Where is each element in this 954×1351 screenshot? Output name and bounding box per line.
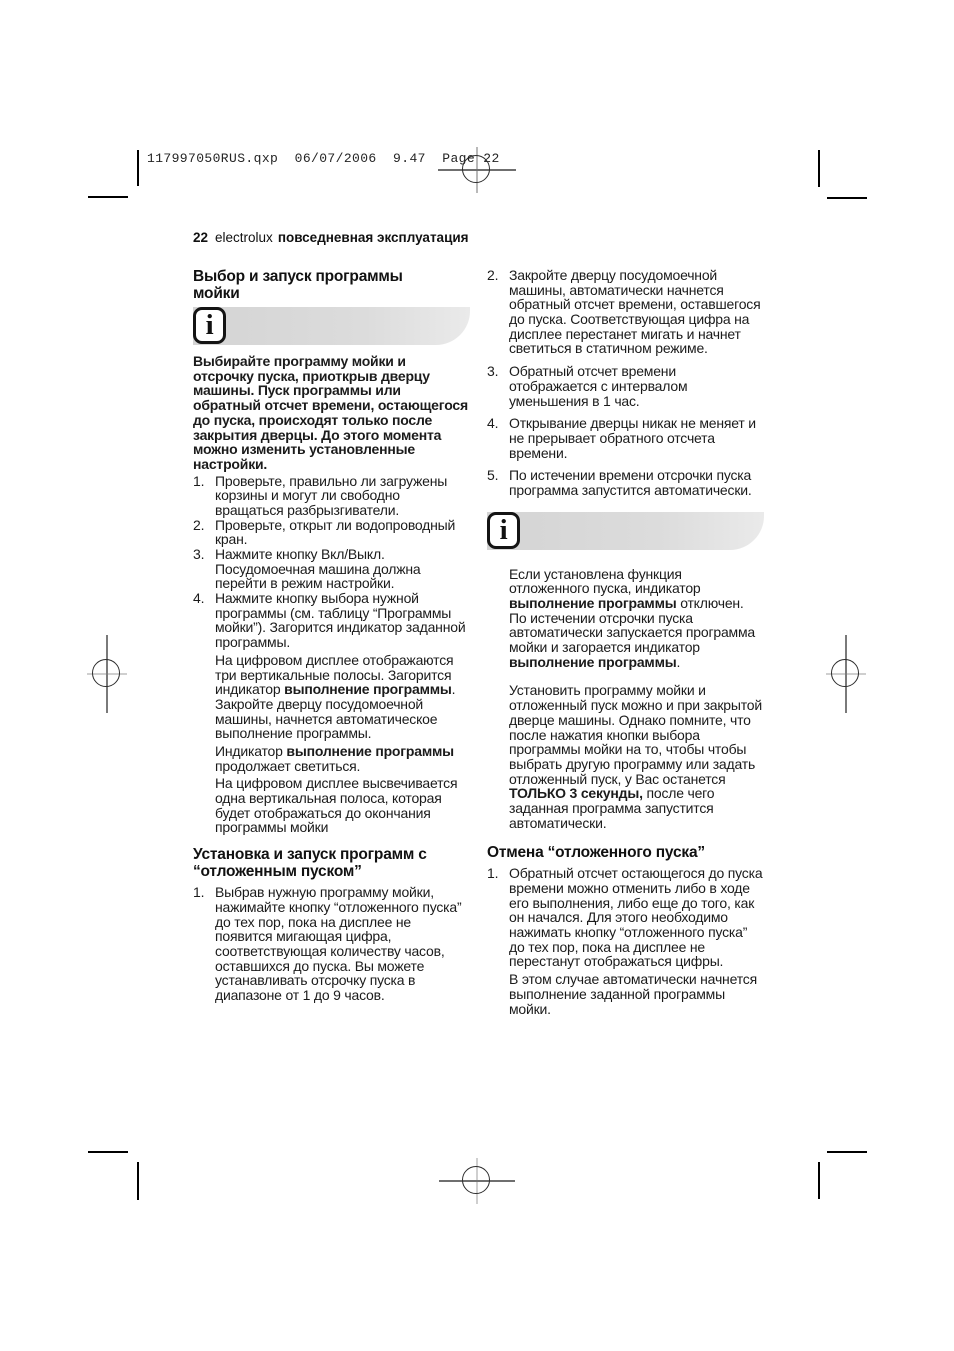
list-number: 4. (487, 415, 499, 432)
list-text: Нажмите кнопку Вкл/Выкл. Посудомоечная машина должна перейти в режим настройки. (215, 546, 421, 592)
list-number: 5. (487, 467, 499, 484)
list-item (193, 885, 470, 1003)
brand-name: electrolux (215, 230, 273, 245)
list-item (487, 866, 764, 1016)
page-header (193, 230, 469, 245)
print-header-line: 117997050RUS.qxp 06/07/2006 9.47 Page 22 (147, 151, 500, 166)
crop-mark-bottom-left-vertical (137, 1162, 139, 1200)
registration-mark-bottom (439, 1158, 515, 1204)
list-number: 1. (193, 472, 205, 489)
registration-mark-left (87, 635, 127, 713)
crop-mark-bottom-right-vertical (818, 1162, 820, 1199)
list-number: 1. (487, 865, 499, 882)
list-number: 2. (193, 516, 205, 533)
list-text: На цифровом дисплее отображаются три вертикальные полосы. Загорится индикатор выполнение программы. Закройте дверцу посудомоечной машины, начнется автоматическое выполнение программы. (215, 651, 456, 742)
intro-note: Выбирайте программу мойки и отсрочку пуска, приоткрыв дверцу машины. Пуск программы или обратный отсчет времени, остающегося до пуска, происходят только после закрытия дверцы. До этого момента можно изменить установленные настройки. (193, 353, 468, 472)
list-number: 3. (193, 546, 205, 563)
list-item (193, 547, 470, 591)
info-band (193, 307, 470, 345)
list-number: 4. (193, 590, 205, 607)
list-text: Выбрав нужную программу мойки, нажимайте кнопку “отложенного пуска” до тех пор, пока на дисплее не появится мигающая цифра, соответствующая количеству часов, оставшихся до пуска. Вы можете устанавливать отсрочку пуска в диапазоне от 1 до 9 часов. (215, 884, 462, 1003)
page-number: 22 (193, 230, 209, 245)
crop-mark-top-right-horizontal (827, 197, 867, 199)
list-text: Обратный отсчет времени отображается с интервалом уменьшения в 1 час. (509, 363, 688, 409)
info-band (487, 512, 764, 550)
note-paragraph: Установить программу мойки и отложенный пуск можно и при закрытой дверце машины. Однако помните, что после нажатия кнопки выбора программы мойки на то, чтобы чтобы выбрать другую программу или задать отложенный пуск, у Вас останется ТОЛЬКО 3 секунды, после чего заданная программа запустится автоматически. (509, 682, 763, 831)
list-item (487, 268, 764, 356)
registration-mark-right (826, 635, 866, 713)
heading-select-start-program: Выбор и запуск программы мойки (193, 268, 403, 303)
heading-delayed-start-setup: Установка и запуск программ с “отложенным пуском” (193, 846, 427, 881)
list-text: Открывание дверцы никак не меняет и не прерывает обратного отсчета времени. (509, 415, 756, 461)
heading-cancel-delayed-start: Отмена “отложенного пуска” (487, 844, 705, 862)
crop-mark-bottom-right-horizontal (827, 1151, 867, 1153)
list-item (487, 468, 764, 497)
info-icon: i (193, 307, 226, 344)
list-text: Проверьте, правильно ли загружены корзины и могут ли свободно вращаться разбрызгиватели. (215, 472, 448, 518)
list-text: На цифровом дисплее высвечивается одна вертикальная полоса, которая будет отображаться до окончания программы мойки (215, 775, 458, 836)
crop-mark-top-left-horizontal (88, 196, 128, 198)
list-text: Обратный отсчет остающегося до пуска времени можно отменить либо в ходе его выполнения, либо еще до того, как он начался. Для этого необходимо нажимать кнопку “отложенного пуска” до тех пор, пока на дисплее не перестанут отображаться цифры. (509, 865, 763, 970)
list-number: 3. (487, 363, 499, 380)
list-text: Закройте дверцу посудомоечной машины, автоматически начнется обратный отсчет времени, оставшегося до пуска. Соответствующая цифра на дисплее перестанет мигать и начнет светиться в статичном режиме. (509, 267, 761, 357)
list-text: По истечении времени отсрочки пуска программа запустится автоматически. (509, 467, 752, 498)
crop-mark-top-left-vertical (137, 150, 139, 186)
list-item (193, 591, 470, 835)
list-item (193, 474, 470, 518)
list-number: 2. (487, 267, 499, 283)
list-item (487, 416, 764, 460)
info-icon: i (487, 512, 520, 549)
list-text: Нажмите кнопку выбора нужной программы (см. таблицу “Программы мойки”). Загорится индикатор заданной программы. (215, 590, 466, 651)
list-text: В этом случае автоматически начнется выполнение заданной программы мойки. (509, 971, 757, 1017)
note-paragraph: Если установлена функция отложенного пуска, индикатор выполнение программы отключен. По истечении отсрочки пуска автоматически запускается программа мойки и загорается индикатор выполнение программы. (509, 565, 755, 670)
list-number: 1. (193, 884, 205, 901)
list-item (487, 364, 764, 408)
left-column (193, 268, 470, 1003)
section-title: повседневная эксплуатация (277, 230, 469, 245)
crop-mark-top-right-vertical (818, 150, 820, 187)
list-item (193, 518, 470, 547)
crop-mark-bottom-left-horizontal (88, 1151, 128, 1153)
list-text: Проверьте, открыт ли водопроводный кран. (215, 516, 456, 548)
list-text: Индикатор выполнение программы продолжает светиться. (215, 742, 454, 774)
right-column (487, 268, 764, 1024)
